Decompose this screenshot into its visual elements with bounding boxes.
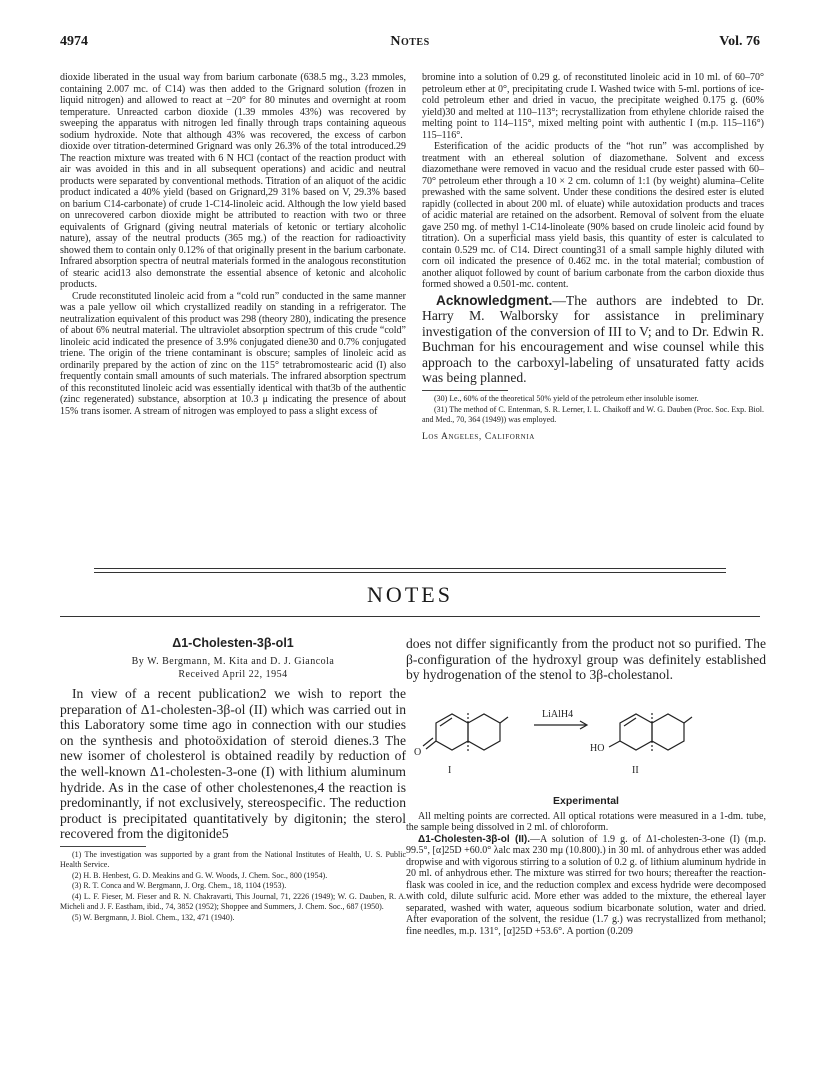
experimental-heading: Experimental [553,794,619,807]
carbonyl-oxygen-label: O [414,746,422,758]
acknowledgment [422,293,764,387]
footnote: (3) R. T. Conca and W. Bergmann, J. Org. Chem., 18, 1104 (1953). [72,881,287,891]
article-right-column [406,636,766,937]
compound-label-ii: II [632,764,639,776]
reaction-scheme-drawing [406,687,766,791]
footnote-rule [422,390,508,391]
page-number: 4974 [60,34,88,49]
footnote: (1) The investigation was supported by a grant from the National Institutes of Health, U. S. Public Health Service. [60,849,406,870]
ring-b-left [468,714,500,750]
hydroxyl-label: HO [590,742,605,754]
paragraph: Esterification of the acidic products of the “hot run” was accomplished by treatment with an ethereal solution of diazomethane. Solvent and excess diazomethane were removed in vacuo and the residual crude ester passed with 60–70° petroleum ether through a 10 × 2 cm. column of 1:1 (by weight) alumina–Celite prewashed with the same solvent. Under these conditions the desired ester is eluted rapidly (collected in about 200 ml. of eluate) while autoxidation products and traces of acidic material are retained on the adsorbent. Removal of solvent from the eluate gave 250 mg. of methyl 1-C14-linoleate (90% based on crude linoleic acid found by titration). On a superficial mass yield basis, this quantity of ester is calculated to contain 0.529 mc. of C14. Direct counting31 of a small sample highly diluted with corn oil indicated the presence of 0.462 mc. in the total material; combustion of another aliquot followed by count of barium carbonate from the carbon dioxide thus formed showed a 0.501-mc. content. [422,141,764,290]
top-right-column [422,72,764,443]
acknowledgment-text: —The authors are indebted to Dr. Harry M. Walborsky for assistance in preliminary investigation of the conversion of III to V; and to Dr. Edwin R. Buchman for his encouragement and wise counsel while this approach to the carboxyl-labeling of unsaturated fatty acids was being planned. [422,292,764,386]
article-byline: By W. Bergmann, M. Kita and D. J. Giancola [131,656,335,667]
footnote: (31) The method of C. Entenman, S. R. Lerner, I. L. Chaikoff and W. G. Dauben (Proc. Soc. Exp. Biol. and Med., 70, 364 (1949)) was employed. [422,404,764,425]
article-left-column [60,636,406,923]
reaction-scheme [406,687,766,791]
section-title: NOTES [367,582,453,607]
footnote: (2) H. B. Henbest, G. D. Meakins and G. W. Woods, J. Chem. Soc., 800 (1954). [72,870,328,880]
article-title: Δ1-Cholesten-3β-ol1 [172,636,294,650]
section-rule-bottom [60,616,760,617]
experimental-paragraph: All melting points are corrected. All optical rotations were measured in a 1-dm. tube, the sample being dissolved in 2 ml. of chloroform. [406,810,766,834]
section-rule-top-2 [94,572,726,573]
ring-a-left [436,714,468,750]
section-rule-top [94,568,726,569]
experimental-subheading: Δ1-Cholesten-3β-ol (II). [418,833,530,845]
compound-label-i: I [448,764,452,776]
place-line: Los Angeles, California [422,431,535,442]
running-title: Notes [390,34,430,49]
paragraph: dioxide liberated in the usual way from barium carbonate (638.5 mg., 3.23 mmoles, containing 2.007 mc. of C14) was then added to the Grignard solution (frozen in liquid nitrogen) and allowed to react at −20° for 80 minutes and overnight at room temperature. Unreacted carbon dioxide (1.39 mmoles 43%) was recovered by sweeping the apparatus with nitrogen led finally through traps containing aqueous sodium hydroxide. Note that although 43% was recovered, the excess of carbon dioxide over titration-determined Grignard was only 26.3% of the total introduced.29 The reaction mixture was treated with 6 N HCl (contact of the reaction product with air was avoided in this and in all subsequent operations) and acidic and neutral products were separated by conventional methods. Titration of an aliquot of the acidic product indicated a 40% yield (based on Grignard,29 31% based on V, 29.3% based on barium C14-carbonate) of crude 1-C14-linoleic acid. Although the low yield based on unrecovered carbon dioxide might be attributed to reaction with two or three equivalents of Grignard (giving neutral materials of ketonic or tertiary alcoholic nature), assay of the neutral products (365 mg.) of the reaction for radioactivity showed them to contain only 0.12% of that originally present in the barium carbonate. Infrared absorption spectra of neutral materials formed in the analogous reconstitution of stearic acid13 also demonstrate the essential absence of ketonic and alcoholic products. [60,72,406,290]
footnote: (30) I.e., 60% of the theoretical 50% yield of the petroleum ether insoluble isomer. [434,394,699,404]
experimental-paragraph [406,834,766,938]
top-left-column [60,72,406,417]
paragraph: Crude reconstituted linoleic acid from a “cold run” conducted in the same manner was a pale yellow oil which crystallized readily on standing in a refrigerator. The neutralization equivalent of this product was 298 (theory 280), indicating the presence of about 6% neutral material. The ultraviolet absorption spectrum of this crude “cold” linoleic acid indicated the presence of 3.9% conjugated diene30 and 0.7% conjugated triene. The origin of the triene contaminant is obscure; samples of linoleic acid as ordinarily prepared by the action of zinc on the 115° tetrabromostearic acid (I) also frequently contain small amounts of such materials. The infrared absorption spectrum of this reconstituted linoleic acid was essentially identical with that3b of the authentic (zinc regenerated) substance, absorption at 10.3 μ indicating the presence of about 15% trans isomer. A stream of nitrogen was employed to pass a slight excess of [60,290,406,417]
methyl-right-2 [684,717,692,723]
ring-b-right [652,714,684,750]
article-continued: does not differ significantly from the product not so purified. The β-configuration of the hydroxyl group was definitely established by hydrogenation of the stenol to 3β-cholestanol. [406,636,766,683]
experimental-text: —A solution of 1.9 g. of Δ1-cholesten-3-one (I) (m.p. 99.5°, [α]25D +60.0° λalc max 230 mμ (10.800).) in 30 ml. of anhydrous ether was added dropwise and with vigorous stirring to a solution of 0.2 g. of lithium aluminum hydride in 20 ml. of anhydrous ether. The mixture was stirred for two hours; thereafter the reaction-flask was cooled in ice, and the reduction complex and excess hydride were decomposed with cold, dilute sulfuric acid. More ether was added to the mixture, the ethereal layer separated, washed with water, aqueous sodium bicarbonate solution, water and dried. After evaporation of the solvent, the residue (1.7 g.) was recrystallized from methanol; fine needles, m.p. 131°, [α]25D +53.6°. A portion (0.209 [406,833,767,937]
footnote-rule [60,846,146,847]
paragraph: bromine into a solution of 0.29 g. of reconstituted linoleic acid in 10 ml. of 60–70° petroleum ether at 0°, precipitating crude I. Washed twice with 5-ml. portions of ice-cold petroleum ether and dried in vacuo, the precipitate weighed 0.175 g. (60% yield)30 and melted at 110–113°; recrystallization from ethylene chloride raised the melting point to 114–115°, mixed melting point with authentic I (m.p. 115–116°) 115–116°. [422,72,764,141]
acknowledgment-heading: Acknowledgment. [436,292,553,308]
footnote: (5) W. Bergmann, J. Biol. Chem., 132, 471 (1940). [72,912,235,922]
article-received: Received April 22, 1954 [178,669,288,680]
ring-a-right [620,714,652,750]
methyl-left-2 [500,717,508,723]
reagent-label: LiAlH4 [542,708,574,720]
footnote: (4) L. F. Fieser, M. Fieser and R. N. Chakravarti, This Journal, 71, 2226 (1949); W. G. Dauben, R. A. Micheli and J. F. Eastham, ibid., 74, 3852 (1952); Shoppee and Summers, J. Chem. Soc., 687 (1950). [60,891,406,912]
page-header [60,34,760,52]
hydroxyl-bond-right [609,741,620,747]
volume-label: Vol. 76 [719,34,760,49]
article-intro: In view of a recent publication2 we wish to report the preparation of Δ1-cholesten-3β-ol (II) which was carried out in this Laboratory some time ago in connection with our studies on the synthesis and photoöxidation of steroid dienes.3 The new isomer of cholesterol is obtained readily by reduction of the well-known Δ1-cholesten-3-one (I) with lithium aluminum hydride. As in the case of other cholestenones,4 the reaction is predominantly, if not exclusively, stereospecific. The reduction product is precipitated quantitatively by digitonin; the sterol recovered from the digitonide5 [60,686,406,842]
